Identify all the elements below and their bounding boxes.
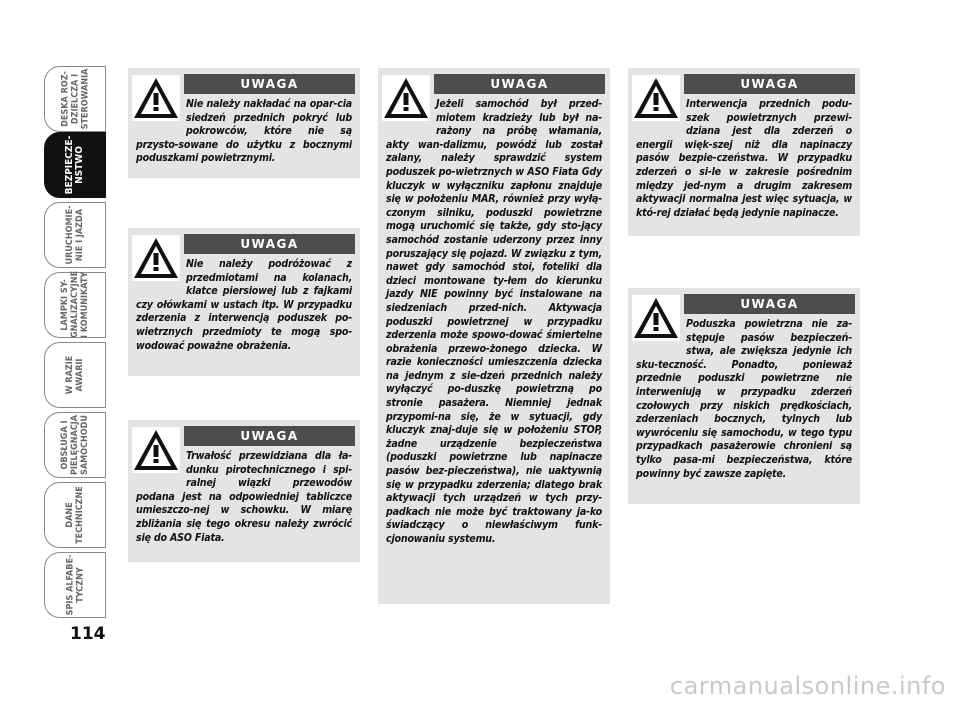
tab-w-razie-awarii[interactable] (44, 342, 106, 408)
warning-triangle-icon (632, 295, 680, 341)
warning-box-3 (128, 420, 360, 562)
tab-label: DANE TECHNICZNE (65, 486, 85, 544)
tab-label: LAMPKI SY- GNALIZACYJNE I KOMUNIKATY (60, 270, 90, 338)
warning-box-1 (128, 68, 360, 178)
warning-triangle-icon (132, 427, 180, 473)
tab-bezpieczenstwo[interactable] (44, 132, 106, 198)
warning-text: Interwencja przednich podu-szek powietrznych przewi-dziana jest dla zderzeń o energii więk-szej niż dla napinaczy pasów bezpie-czeństwa. W przypadku zderzeń o si-le w zakresie pośrednim między jed-nym a drugim zakresem aktywacji normalna jest więc sytuacja, w któ-rej działać będą jedynie napinacze. (636, 98, 852, 219)
watermark: carmanualsonline.info (669, 672, 946, 700)
warning-text: Nie należy podróżować z przedmiotami na kolanach, klatce piersiowej lub z fajkami czy ołówkami w ustach itp. W przypadku zderzenia z interwencją poduszek po-wietrznych przedmioty te mogą spo-wodować poważne obrażenia. (136, 258, 352, 352)
warning-box-5 (628, 68, 860, 236)
warning-triangle-icon (632, 75, 680, 121)
tab-lampki[interactable] (44, 272, 106, 338)
warning-title: UWAGA (184, 426, 355, 446)
tab-obsluga[interactable] (44, 412, 106, 478)
tab-dane-techniczne[interactable] (44, 482, 106, 548)
warning-title: UWAGA (184, 234, 355, 254)
warning-text: Poduszka powietrzna nie za-stępuje pasów bezpieczeń-stwa, ale zwiększa jedynie ich sku-teczność. Ponadto, ponieważ przednie poduszki powietrzne nie interweniują w przypadku zderzeń czołowych przy niskich prędkościach, zderzeniach bocznych, tylnych lub wywróceniu się samochodu, w tego typu przypadkach pasażerowie chronieni są tylko pasa-mi bezpieczeństwa, które powinny być zawsze zapięte. (636, 318, 852, 480)
tab-uruchomienie[interactable] (44, 202, 106, 268)
warning-triangle-icon (132, 235, 180, 281)
warning-box-6 (628, 288, 860, 504)
warning-box-2 (128, 228, 360, 376)
tab-label: SPIS ALFABE- TYCZNY (65, 554, 85, 616)
warning-text: Nie należy nakładać na opar-cia siedzeń przednich pokryć lub pokrowców, które nie są przysto-sowane do użytku z bocznymi poduszkami powietrznymi. (136, 98, 352, 165)
tab-spis-alfabetyczny[interactable] (44, 552, 106, 618)
warning-triangle-icon (132, 75, 180, 121)
warning-triangle-icon (382, 75, 430, 121)
warning-box-4 (378, 68, 610, 604)
warning-title: UWAGA (684, 294, 855, 314)
tab-label: BEZPIECZE- NSTWO (64, 135, 85, 195)
tab-deska-rozdzielcza[interactable] (44, 66, 106, 132)
warning-title: UWAGA (434, 74, 605, 94)
warning-text: Trwałość przewidziana dla ła-dunku pirotechnicznego i spi-ralnej wiązki przewodów podana jest na odpowiedniej tabliczce umieszczo-nej w schowku. W miarę zbliżania się tego okresu należy zwrócić się do ASO Fiata. (136, 450, 352, 544)
warning-text: Jeżeli samochód był przed-miotem kradzieży lub był na-rażony na próbę włamania, akty wan-dalizmu, powódź lub został zalany, należy sprawdzić system poduszek po-wietrznych w ASO Fiata Gdy kluczyk w wyłączniku zapłonu znajduje się w położeniu MAR, również przy wyłą-czonym silniku, poduszki powietrzne mogą uruchomić się także, gdy sto-jący samochód zostanie uderzony przez inny poruszający się pojazd. W związku z tym, nawet gdy samochód stoi, foteliki dla dzieci montowane ty-łem do kierunku jazdy NIE powinny być instalowane na siedzeniach przed-nich. Aktywacja poduszki powietrznej w przypadku zderzenia może spowo-dować śmiertelne obrażenia przewo-żonego dziecka. W razie konieczności umieszczenia dziecka na jednym z sie-dzeń przednich należy wyłączyć po-duszkę powietrzną po stronie pasażera. Niemniej jednak przypomi-na się, że w sytuacji, gdy kluczyk znaj-duje się w położeniu STOP, żadne urządzenie bezpieczeństwa (poduszki powietrzne lub napinacze pasów bez-pieczeństwa), nie uaktywnią się w przypadku zderzenia; dlatego brak aktywacji tych urządzeń w tych przy-padkach nie może być traktowany ja-ko świadczący o niewłaściwym funk-cjonowaniu systemu. (386, 98, 602, 545)
tab-label: URUCHOMIE- NIE I JAZDA (65, 205, 85, 265)
tab-label: OBSŁUGA I PIELĘGNACJA SAMOCHODU (60, 414, 91, 476)
tab-label: DESKA ROZ- DZIELCZA I STEROWANIA (60, 68, 91, 130)
warning-title: UWAGA (184, 74, 355, 94)
warning-title: UWAGA (684, 74, 855, 94)
tab-label: W RAZIE AWARII (65, 355, 85, 395)
page-number: 114 (70, 624, 106, 644)
